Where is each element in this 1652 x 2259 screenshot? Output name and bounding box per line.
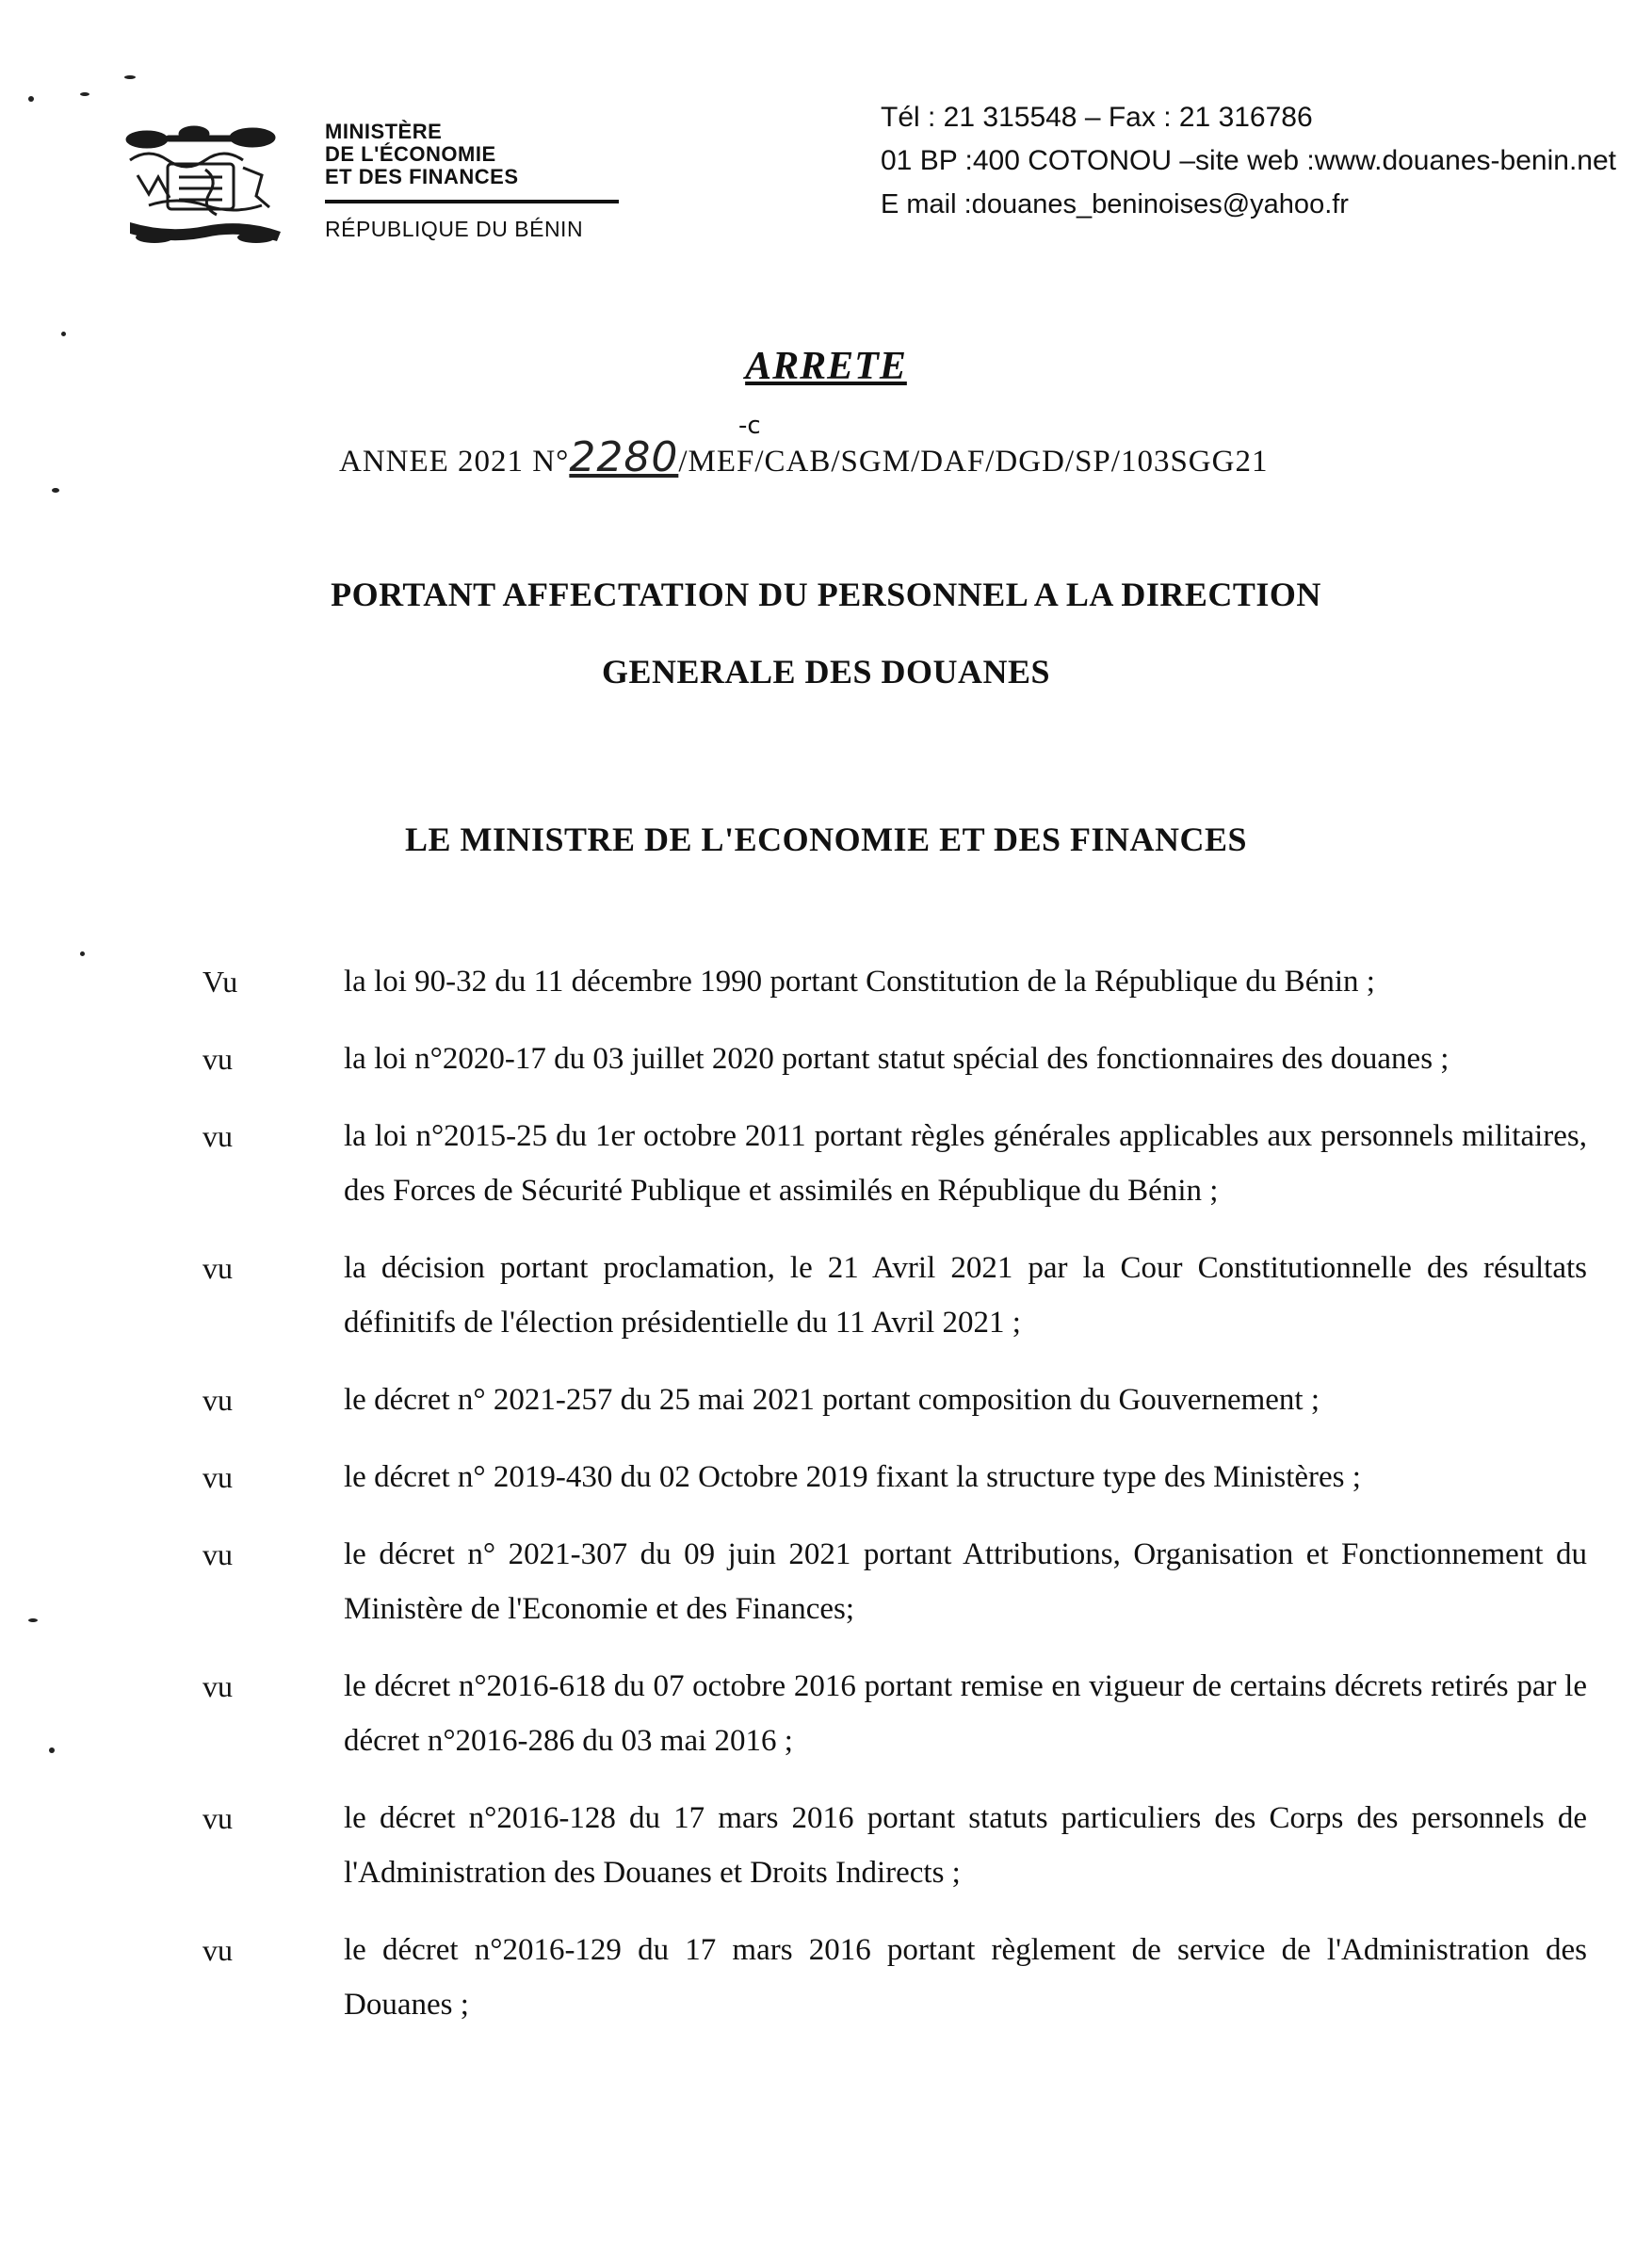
citation-keyword: vu xyxy=(202,1537,233,1571)
coat-of-arms-logo xyxy=(111,121,300,245)
citations-list xyxy=(193,954,1587,2055)
citation-item xyxy=(193,1373,1587,1427)
citation-keyword: Vu xyxy=(202,965,238,999)
citation-keyword: vu xyxy=(202,1933,233,1967)
ministry-name-line: ET DES FINANCES xyxy=(325,165,519,188)
citation-keyword: vu xyxy=(202,1801,233,1835)
citation-text: le décret n° 2021-307 du 09 juin 2021 portant Attributions, Organisation et Fonctionnement du Ministère de l'Economie et des Finances; xyxy=(344,1537,1587,1626)
ministry-name-line: DE L'ÉCONOMIE xyxy=(325,142,496,166)
citation-item xyxy=(193,1659,1587,1768)
header-rule xyxy=(325,200,619,203)
republic-name: RÉPUBLIQUE DU BÉNIN xyxy=(325,217,584,241)
handwritten-decree-number: 2280 xyxy=(569,433,679,481)
subject-line: PORTANT AFFECTATION DU PERSONNEL A LA DIRECTION xyxy=(331,576,1321,613)
citation-item xyxy=(193,1241,1587,1350)
decree-subject xyxy=(0,556,1652,710)
citation-keyword: vu xyxy=(202,1669,233,1703)
contact-address-website: 01 BP :400 COTONOU –site web :www.douanes-benin.net xyxy=(881,145,1616,176)
contact-email: E mail :douanes_beninoises@yahoo.fr xyxy=(881,189,1349,219)
citation-item xyxy=(193,1109,1587,1218)
citation-keyword: vu xyxy=(202,1460,233,1494)
contact-block xyxy=(881,96,1616,226)
citation-keyword: vu xyxy=(202,1251,233,1285)
minister-title: LE MINISTRE DE L'ECONOMIE ET DES FINANCES xyxy=(404,821,1248,858)
handwritten-suffix-mark: -c xyxy=(738,412,761,440)
citation-item xyxy=(193,954,1587,1009)
citation-keyword: vu xyxy=(202,1119,233,1153)
contact-phone-fax: Tél : 21 315548 – Fax : 21 316786 xyxy=(881,102,1313,133)
ministry-name-line: MINISTÈRE xyxy=(325,120,443,143)
citation-text: la loi n°2020-17 du 03 juillet 2020 portant statut spécial des fonctionnaires des douanes ; xyxy=(344,1042,1450,1076)
citation-item xyxy=(193,1527,1587,1636)
citation-item xyxy=(193,1450,1587,1504)
citation-text: le décret n°2016-618 du 07 octobre 2016 portant remise en vigueur de certains décrets retirés par le décret n°2016-286 du 03 mai 2016 ; xyxy=(344,1669,1587,1758)
citation-text: le décret n°2016-128 du 17 mars 2016 portant statuts particuliers des Corps des personnels de l'Administration des Douanes et Droits Indirects ; xyxy=(344,1801,1587,1890)
citation-text: la loi n°2015-25 du 1er octobre 2011 portant règles générales applicables aux personnels militaires, des Forces de Sécurité Publique et assimilés en République du Bénin ; xyxy=(344,1119,1587,1208)
citation-text: le décret n° 2021-257 du 25 mai 2021 portant composition du Gouvernement ; xyxy=(344,1383,1320,1417)
citation-text: la loi 90-32 du 11 décembre 1990 portant Constitution de la République du Bénin ; xyxy=(344,965,1375,999)
citation-item xyxy=(193,1791,1587,1900)
citation-item xyxy=(193,1923,1587,2032)
ministry-block xyxy=(325,121,619,242)
citation-keyword: vu xyxy=(202,1042,233,1076)
citation-item xyxy=(193,1032,1587,1086)
decree-reference xyxy=(339,433,1268,481)
citation-keyword: vu xyxy=(202,1383,233,1417)
citation-text: la décision portant proclamation, le 21 Avril 2021 par la Cour Constitutionnelle des résultats définitifs de l'élection présidentielle du 11 Avril 2021 ; xyxy=(344,1251,1587,1340)
reference-path: /MEF/CAB/SGM/DAF/DGD/SP/103SGG21 xyxy=(678,445,1269,479)
reference-prefix: ANNEE 2021 N° xyxy=(339,445,570,479)
citation-text: le décret n°2016-129 du 17 mars 2016 portant règlement de service de l'Administration des Douanes ; xyxy=(344,1933,1587,2022)
document-title: ARRETE xyxy=(745,345,907,388)
subject-line: GENERALE DES DOUANES xyxy=(601,653,1051,691)
citation-text: le décret n° 2019-430 du 02 Octobre 2019 fixant la structure type des Ministères ; xyxy=(344,1460,1361,1494)
